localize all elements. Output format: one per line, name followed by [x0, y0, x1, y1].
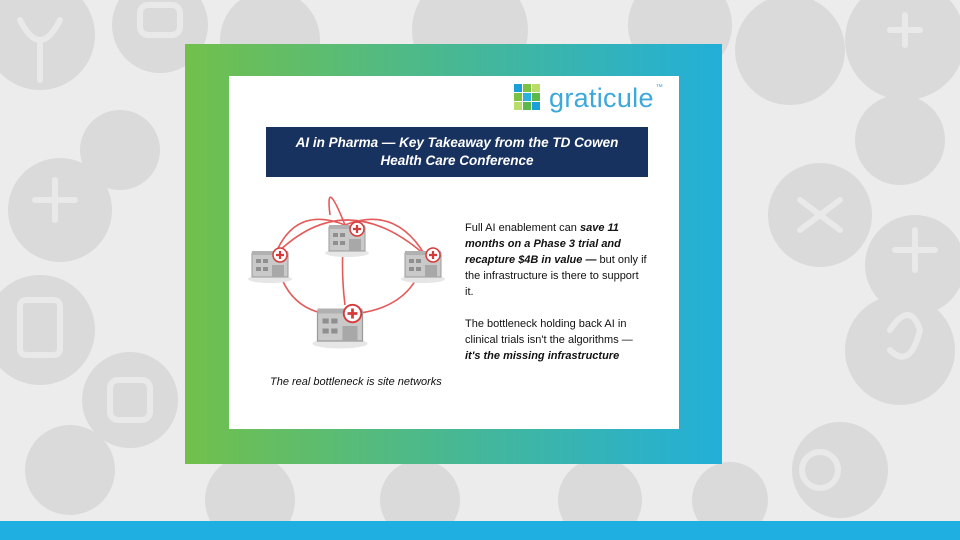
bottleneck-intro: The bottleneck holding back AI in clinical trials isn't the algorithms — [465, 318, 633, 346]
key-takeaway-text [465, 220, 650, 380]
logo-text: graticule [549, 83, 654, 113]
title-banner [266, 127, 648, 177]
paragraph-bottleneck [465, 316, 650, 364]
savings-intro: Full AI enablement can [465, 222, 580, 234]
bottleneck-highlight: it's the missing infrastructure [465, 350, 620, 362]
logo-trademark: ™ [655, 84, 663, 91]
graticule-logo-mark-icon [512, 82, 544, 114]
savings-condition: but only if the infrastructure is there to support it. [465, 254, 647, 298]
graticule-logo [512, 81, 680, 115]
title-line-1: AI in Pharma — Key Takeaway from the TD Cowen [295, 135, 619, 150]
title-line-2: Health Care Conference [380, 153, 534, 168]
paragraph-savings [465, 220, 650, 300]
hospital-network-icon [245, 195, 455, 365]
illustration-caption: The real bottleneck is site networks [270, 376, 442, 388]
savings-highlight: save 11 months on a Phase 3 trial and recapture $4B in value — [465, 222, 621, 266]
bottom-accent-bar [0, 521, 960, 540]
